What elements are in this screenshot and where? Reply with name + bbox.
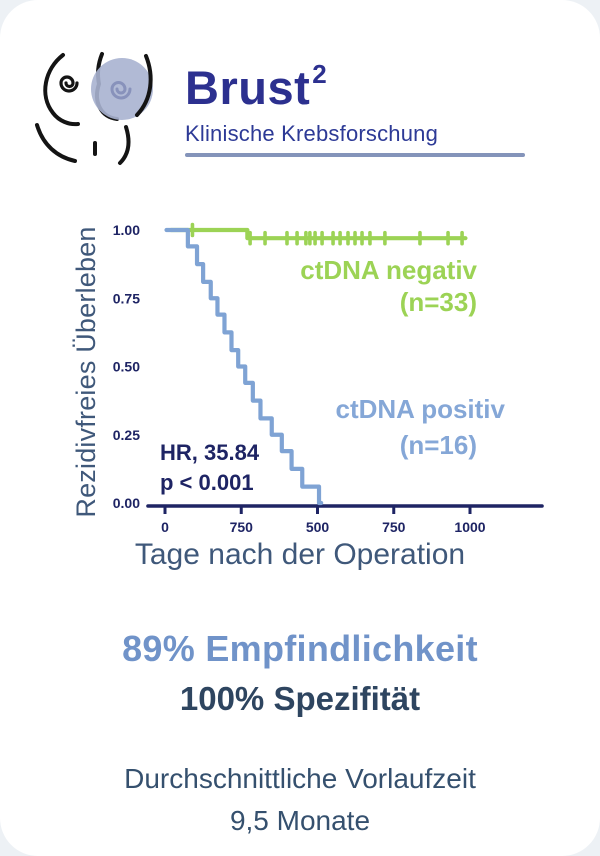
x-axis-label: Tage nach der Operation xyxy=(134,538,466,571)
breast-line-art-icon xyxy=(33,50,175,174)
logo-highlight-circle xyxy=(91,58,153,120)
series-positiv-name: ctDNA positiv xyxy=(335,394,505,424)
summary-stats xyxy=(0,628,600,842)
hazard-ratio-annotation xyxy=(160,438,259,498)
x-tick-label: 500 xyxy=(305,519,330,535)
kaplan-meier-chart xyxy=(60,200,550,592)
series-label-ctdna-negativ xyxy=(300,254,477,318)
x-tick-label: 1000 xyxy=(454,519,486,535)
app-title xyxy=(185,59,328,115)
x-tick-label: 750 xyxy=(382,519,406,535)
p-value: p < 0.001 xyxy=(160,470,254,495)
y-tick-label: 0.00 xyxy=(112,495,140,511)
sensitivity-stat: 89% Empfindlichkeit xyxy=(122,628,478,669)
x-tick-label: 0 xyxy=(161,519,169,535)
specificity-stat: 100% Spezifität xyxy=(179,680,421,717)
app-subtitle: Klinische Krebsforschung xyxy=(185,121,439,146)
series-negativ-n: (n=33) xyxy=(399,287,477,317)
y-tick-label: 0.25 xyxy=(112,426,140,443)
lead-time-value: 9,5 Monate xyxy=(229,805,371,836)
y-tick-label: 0.50 xyxy=(112,358,140,375)
lead-time-label: Durchschnittliche Vorlaufzeit xyxy=(124,763,476,794)
series-positiv-n: (n=16) xyxy=(399,430,477,460)
header-divider xyxy=(185,153,525,157)
title-superscript: 2 xyxy=(312,59,328,90)
lead-time-stat xyxy=(0,758,600,842)
hazard-ratio-value: HR, 35.84 xyxy=(160,440,260,465)
series-label-ctdna-positiv xyxy=(336,391,506,463)
x-tick-label: 750 xyxy=(229,519,253,535)
title-text: Brust xyxy=(185,61,311,114)
y-axis-label: Rezidivfreies Überleben xyxy=(71,226,101,518)
series-negativ-name: ctDNA negativ xyxy=(300,255,477,285)
y-tick-label: 0.75 xyxy=(112,290,140,307)
y-tick-label: 1.00 xyxy=(112,222,140,238)
